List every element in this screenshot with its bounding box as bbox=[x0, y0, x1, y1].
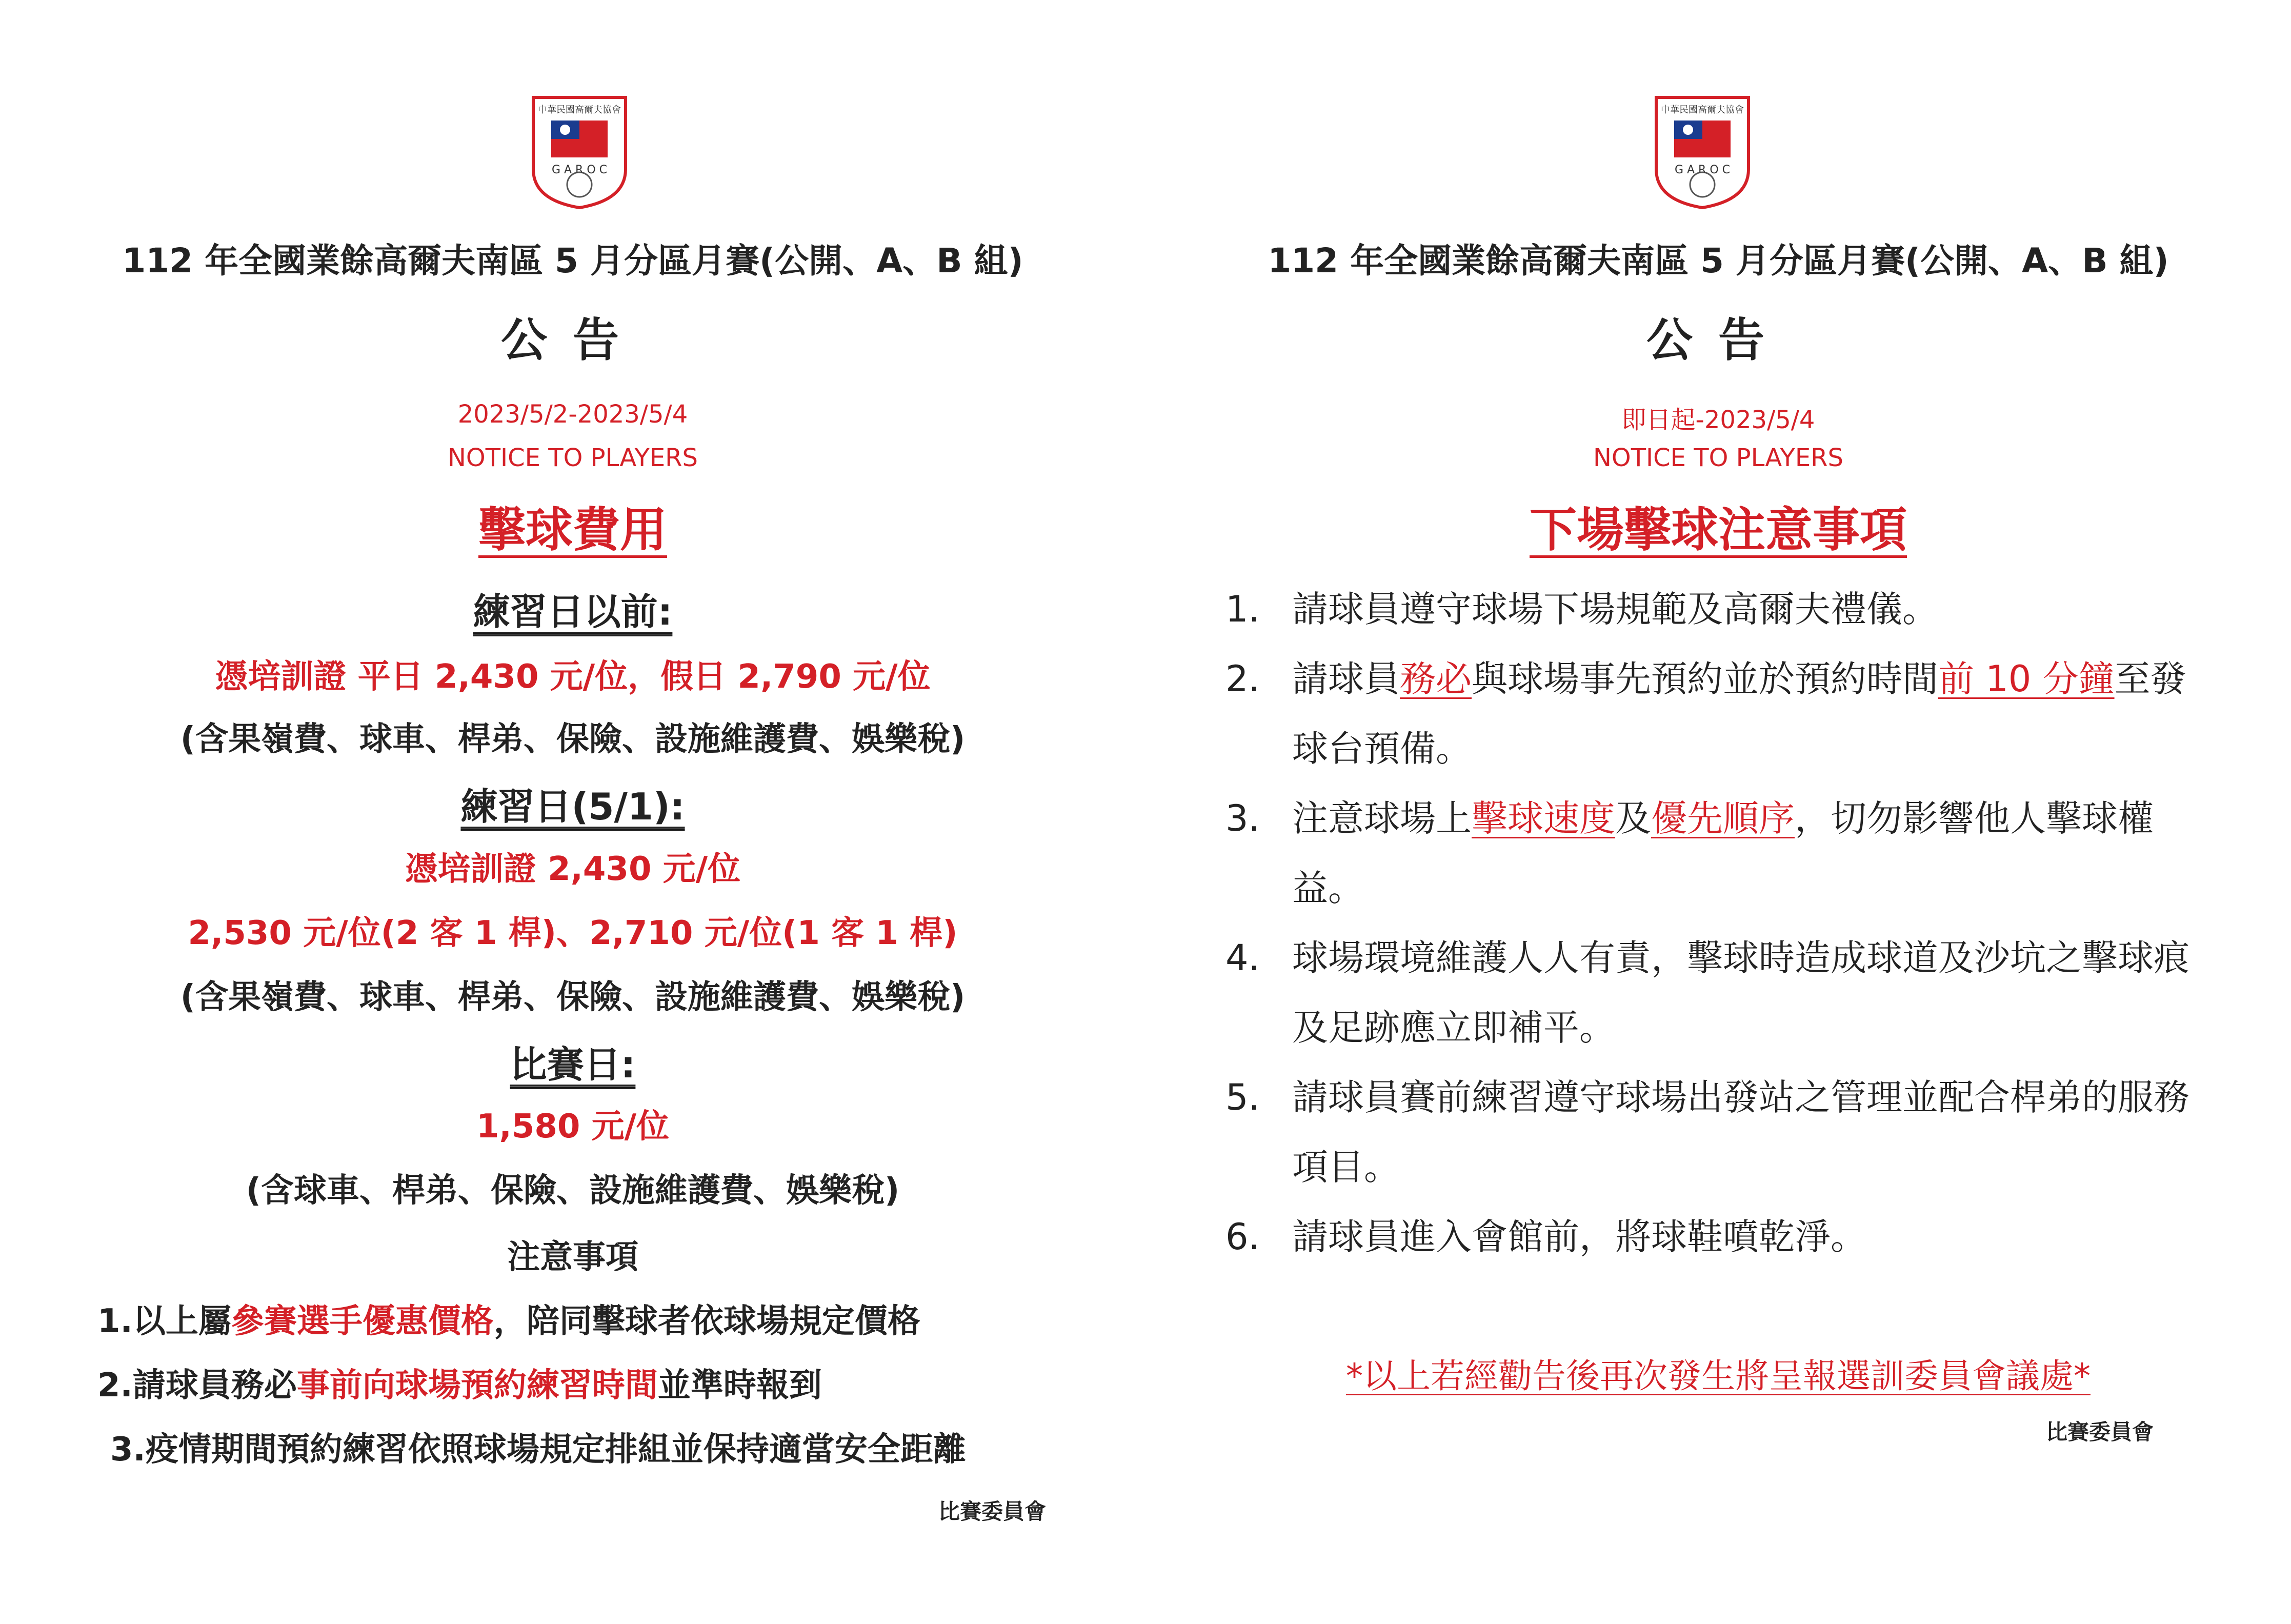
notes-heading: 注意事項 bbox=[507, 1238, 638, 1276]
match-day-label: 比賽日: bbox=[510, 1043, 636, 1086]
match-day-price: 1,580 元/位 bbox=[476, 1108, 670, 1146]
note-item: 1.以上屬參賽選手優惠價格，陪同擊球者依球場規定價格 bbox=[97, 1302, 920, 1340]
logo-letters: G A R O C bbox=[1674, 164, 1731, 176]
before-practice-label: 練習日以前: bbox=[473, 590, 673, 633]
section-heading: 擊球費用 bbox=[478, 503, 667, 557]
signature: 比賽委員會 bbox=[938, 1499, 1047, 1524]
practice-day-price-1: 憑培訓證 2,430 元/位 bbox=[405, 850, 741, 888]
logo-top-text: 中華民國高爾夫協會 bbox=[538, 105, 621, 115]
notice-date: 即日起-2023/5/4 bbox=[1621, 406, 1815, 434]
logo-letters: G A R O C bbox=[551, 164, 608, 176]
practice-day-price-2: 2,530 元/位(2 客 1 桿)、2,710 元/位(1 客 1 桿) bbox=[188, 914, 958, 952]
before-practice-includes: (含果嶺費、球車、桿弟、保險、設施維護費、娛樂稅) bbox=[180, 720, 966, 758]
notice-heading: 公告 bbox=[1646, 313, 1790, 367]
notice-english: NOTICE TO PLAYERS bbox=[1593, 444, 1843, 472]
event-title: 112 年全國業餘高爾夫南區 5 月分區月賽(公開、A、B 組) bbox=[1268, 241, 2169, 280]
signature: 比賽委員會 bbox=[2046, 1419, 2154, 1445]
note-item: 3.疫情期間預約練習依照球場規定排組並保持適當安全距離 bbox=[110, 1431, 966, 1469]
section-heading: 下場擊球注意事項 bbox=[1529, 503, 1907, 557]
logo-top-text: 中華民國高爾夫協會 bbox=[1661, 105, 1744, 115]
note-item: 2.請球員務必事前向球場預約練習時間並準時報到 bbox=[97, 1367, 822, 1405]
notice-date: 2023/5/2-2023/5/4 bbox=[457, 400, 688, 429]
match-day-includes: (含球車、桿弟、保險、設施維護費、娛樂稅) bbox=[246, 1172, 900, 1210]
garoc-emblem-icon bbox=[528, 92, 631, 210]
practice-day-includes: (含果嶺費、球車、桿弟、保險、設施維護費、娛樂稅) bbox=[180, 978, 966, 1016]
garoc-emblem-icon bbox=[1651, 92, 1754, 210]
before-practice-price: 憑培訓證 平日 2,430 元/位，假日 2,790 元/位 bbox=[215, 658, 931, 696]
warning-text: *以上若經勸告後再次發生將呈報選訓委員會議處* bbox=[1346, 1356, 2091, 1396]
event-title: 112 年全國業餘高爾夫南區 5 月分區月賽(公開、A、B 組) bbox=[122, 241, 1023, 280]
notice-heading: 公告 bbox=[501, 313, 645, 367]
notice-english: NOTICE TO PLAYERS bbox=[448, 444, 698, 472]
practice-day-label: 練習日(5/1): bbox=[460, 785, 685, 828]
